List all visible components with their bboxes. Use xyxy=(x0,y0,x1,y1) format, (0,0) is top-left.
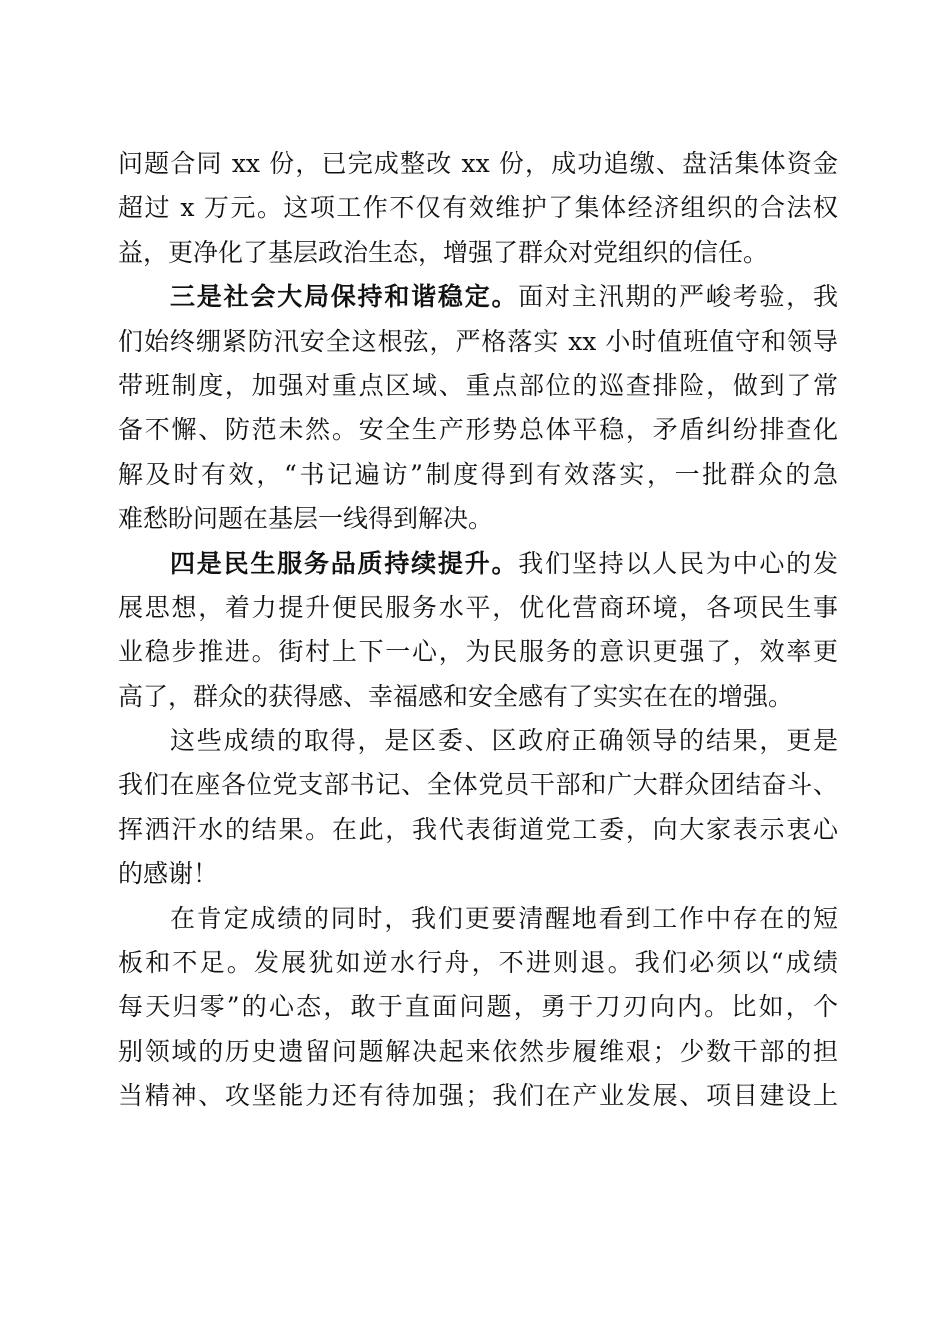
text-line: 别领域的历史遗留问题解决起来依然步履维艰；少数干部的担 xyxy=(118,1036,838,1066)
text-line: 们始终绷紧防汛安全这根弦，严格落实 xx 小时值班值守和领导 xyxy=(118,326,838,356)
text-line: 在肯定成绩的同时，我们更要清醒地看到工作中存在的短 xyxy=(170,903,838,933)
text-line: 的感谢！ xyxy=(118,859,219,889)
paragraph-heading: 三是社会大局保持和谐稳定。 xyxy=(170,282,519,312)
text-line: 高了，群众的获得感、幸福感和安全感有了实实在在的增强。 xyxy=(118,681,794,711)
text-line: 难愁盼问题在基层一线得到解决。 xyxy=(118,504,494,534)
text-run: 面对主汛期的严峻考验，我 xyxy=(518,282,838,312)
text-line: 备不懈、防范未然。安全生产形势总体平稳，矛盾纠纷排查化 xyxy=(118,415,838,445)
paragraph-shortcomings xyxy=(118,897,838,1119)
text-line: 带班制度，加强对重点区域、重点部位的巡查排险，做到了常 xyxy=(118,370,838,400)
text-line: 超过 x 万元。这项工作不仅有效维护了集体经济组织的合法权 xyxy=(118,193,838,223)
text-line: 解及时有效，“书记遍访”制度得到有效落实，一批群众的急 xyxy=(118,459,838,489)
body-text xyxy=(118,142,838,1119)
text-line: 挥洒汗水的结果。在此，我代表街道党工委，向大家表示衷心 xyxy=(118,814,838,844)
text-line: 我们在座各位党支部书记、全体党员干部和广大群众团结奋斗、 xyxy=(118,770,838,800)
text-line: 每天归零”的心态，敢于直面问题，勇于刀刃向内。比如，个 xyxy=(118,992,838,1022)
text-line: 展思想，着力提升便民服务水平，优化营商环境，各项民生事 xyxy=(118,592,838,622)
paragraph-heading: 四是民生服务品质持续提升。 xyxy=(170,548,519,578)
text-line: 益，更净化了基层政治生态，增强了群众对党组织的信任。 xyxy=(118,237,769,267)
paragraph-acknowledgement xyxy=(118,719,838,897)
text-line: 业稳步推进。街村上下一心，为民服务的意识更强了，效率更 xyxy=(118,637,838,667)
text-line: 当精神、攻坚能力还有待加强；我们在产业发展、项目建设上 xyxy=(118,1081,838,1111)
text-line xyxy=(118,275,838,319)
paragraph-rectification xyxy=(118,142,838,275)
text-line: 板和不足。发展犹如逆水行舟，不进则退。我们必须以“成绩 xyxy=(118,948,838,978)
text-line: 问题合同 xx 份，已完成整改 xx 份，成功追缴、盘活集体资金 xyxy=(118,149,838,178)
paragraph-social-stability xyxy=(118,275,838,541)
text-line xyxy=(118,542,838,586)
text-run: 我们坚持以人民为中心的发 xyxy=(518,548,838,578)
text-line: 这些成绩的取得，是区委、区政府正确领导的结果，更是 xyxy=(170,726,838,756)
paragraph-public-service xyxy=(118,542,838,720)
